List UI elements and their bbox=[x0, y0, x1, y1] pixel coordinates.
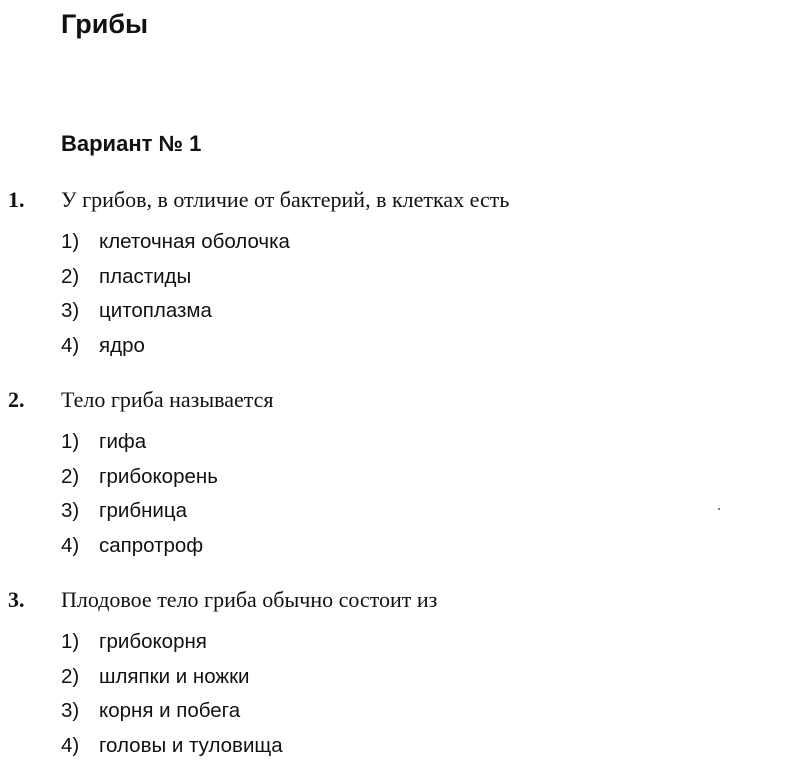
question-number: 1. bbox=[8, 187, 25, 212]
question-header bbox=[0, 582, 800, 618]
option-number: 1) bbox=[61, 230, 80, 253]
answer-options bbox=[0, 225, 800, 364]
page-title: Грибы bbox=[61, 9, 149, 39]
answer-option bbox=[0, 225, 800, 260]
question-header bbox=[0, 382, 800, 418]
question-3 bbox=[0, 582, 800, 764]
option-number: 2) bbox=[61, 264, 80, 288]
option-number: 3) bbox=[61, 499, 80, 523]
option-text: ядро bbox=[99, 334, 145, 358]
answer-option bbox=[0, 729, 800, 764]
option-number: 4) bbox=[61, 534, 80, 558]
option-text: цитоплазма bbox=[99, 299, 212, 323]
answer-option bbox=[0, 660, 800, 695]
question-text: Тело гриба называется bbox=[61, 387, 274, 412]
option-text: головы и туловища bbox=[99, 734, 283, 758]
option-number: 3) bbox=[61, 299, 80, 323]
scan-speck bbox=[718, 508, 720, 510]
answer-option bbox=[0, 294, 800, 329]
option-text: сапротроф bbox=[99, 534, 204, 558]
option-text: грибница bbox=[99, 499, 187, 523]
answer-option bbox=[0, 460, 800, 495]
option-text: грибокорня bbox=[99, 630, 207, 653]
option-number: 2) bbox=[61, 464, 80, 488]
option-text: корня и побега bbox=[99, 699, 241, 723]
option-number: 3) bbox=[61, 699, 80, 723]
question-2 bbox=[0, 382, 800, 564]
question-text: Плодовое тело гриба обычно состоит из bbox=[61, 587, 438, 612]
answer-option bbox=[0, 625, 800, 660]
option-text: пластиды bbox=[99, 264, 192, 288]
option-number: 2) bbox=[61, 664, 80, 688]
variant-heading: Вариант № 1 bbox=[61, 131, 202, 156]
question-number: 2. bbox=[8, 387, 25, 412]
question-1 bbox=[0, 182, 800, 364]
option-text: грибокорень bbox=[99, 464, 218, 488]
option-text: клеточная оболочка bbox=[99, 230, 290, 253]
question-header bbox=[0, 182, 800, 218]
answer-option bbox=[0, 694, 800, 729]
answer-option bbox=[0, 425, 800, 460]
answer-options bbox=[0, 425, 800, 564]
answer-options bbox=[0, 625, 800, 764]
answer-option bbox=[0, 529, 800, 564]
option-number: 1) bbox=[61, 630, 80, 653]
question-number: 3. bbox=[8, 587, 25, 612]
question-text: У грибов, в отличие от бактерий, в клетках есть bbox=[61, 187, 510, 212]
answer-option bbox=[0, 329, 800, 364]
option-text: гифа bbox=[99, 430, 147, 453]
option-number: 4) bbox=[61, 334, 80, 358]
answer-option bbox=[0, 494, 800, 529]
option-number: 1) bbox=[61, 430, 80, 453]
answer-option bbox=[0, 260, 800, 295]
option-text: шляпки и ножки bbox=[99, 664, 250, 688]
option-number: 4) bbox=[61, 734, 80, 758]
